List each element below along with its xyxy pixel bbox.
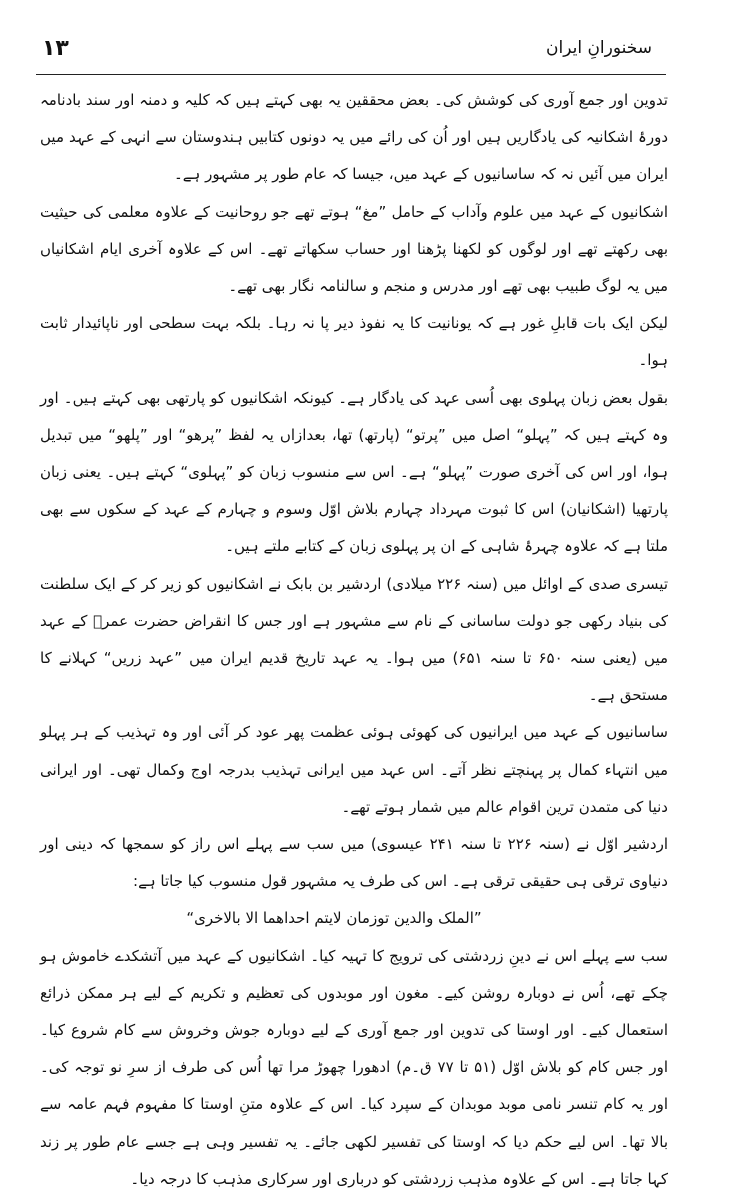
paragraph-3: لیکن ایک بات قابلِ غور ہے کہ یونانیت کا یہ نفوذ دیر پا نہ رہا۔ بلکہ بہت سطحی اور ناپائیدار ثابت ہوا۔	[40, 314, 668, 370]
paragraph-2: اشکانیوں کے عہد میں علوم وآداب کے حامل ”مغ“ ہوتے تھے جو روحانیت کے علاوہ معلمی کی حیثیت بھی رکھتے تھے اور لوگوں کو لکھنا پڑھنا اور حساب سکھاتے تھے۔ اس کے علاوہ آخری ایام اشکانیاں میں یہ لوگ طبیب بھی تھے اور مدرس و منجم و سالنامہ نگار بھی تھے۔	[40, 202, 668, 296]
page-body	[40, 82, 669, 1188]
arabic-quote: ”الملک والدین توزمان لایتم احداھما الا بالاخری“	[186, 909, 482, 928]
paragraph-6: ساسانیوں کے عہد میں ایرانیوں کی کھوئی ہوئی عظمت پھر عود کر آئی اور وہ تہذیب کے ہر پہلو میں انتہاء کمال پر پہنچتے نظر آتے۔ اس عہد میں ایرانی تہذیب بدرجہ اوج وکمال تھی۔ اور ایرانی دنیا کی متمدن ترین اقوام عالم میں شمار ہوتے تھے۔	[40, 723, 668, 816]
paragraph-7: اردشیر اوّل نے (سنہ ۲۲۶ تا سنہ ۲۴۱ عیسوی) میں سب سے پہلے اس راز کو سمجھا کہ دینی اور دنیاوی ترقی ہی حقیقی ترقی ہے۔ اس کی طرف یہ مشہور قول منسوب کیا جاتا ہے:	[40, 835, 669, 891]
paragraph-8: سب سے پہلے اس نے دینِ زردشتی کی ترویج کا تہیہ کیا۔ اشکانیوں کے عہد میں آتشکدے خاموش ہو چکے تھے، اُس نے دوبارہ روشن کیے۔ مغون اور موبدوں کی تعظیم و تکریم کے لیے ہر ممکن ذرائع استعمال کیے۔ اور اوستا کی تدوین اور جمع آوری کے لیے دوبارہ جوش وخروش سے کام شروع کیا۔ اور جس کام کو بلاش اوّل (۵۱ تا ۷۷ ق۔م) ادھورا چھوڑ مرا تھا اُس کی طرف از سرِ نو توجہ کی۔ اور یہ کام تنسر نامی موبد موبدان کے سپرد کیا۔ اس کے علاوہ متنِ اوستا کا مفہوم فہم عامہ سے بالا تھا۔ اس لیے حکم دیا کہ اوستا کی تفسیر لکھی جائے۔ یہ تفسیر وہی ہے جسے عام طور پر زند کہا جاتا ہے۔ اس کے علاوہ مذہب زردشتی کو درباری اور سرکاری مذہب کا درجہ دیا۔	[40, 946, 668, 1188]
page-number: ۱۳	[42, 36, 69, 61]
header-divider	[36, 74, 666, 75]
paragraph-1: تدوین اور جمع آوری کی کوشش کی۔ بعض محققین یہ بھی کہتے ہیں کہ کلیہ و دمنہ اور سند بادنامہ دورۂ اشکانیہ کی یادگاریں ہیں اور اُن کی رائے میں یہ دونوں کتابیں ہندوستان سے انہی کے عہد میں ایران میں آئیں نہ کہ ساسانیوں کے عہد میں، جیسا کہ عام طور پر مشہور ہے۔	[40, 91, 668, 184]
running-title: سخنورانِ ایران	[546, 38, 652, 58]
paragraph-5: تیسری صدی کے اوائل میں (سنہ ۲۲۶ میلادی) اردشیر بن بابک نے اشکانیوں کو زیر کر کے ایک سلطنت کی بنیاد رکھی جو دولت ساسانی کے نام سے مشہور ہے اور جس کا انقراض حضرت عمرؓ کے عہد میں (یعنی سنہ ۶۵۰ تا سنہ ۶۵۱) میں ہوا۔ یہ عہد تاریخ قدیم ایران میں ”عہد زریں“ کہلانے کا مستحق ہے۔	[40, 574, 669, 705]
paragraph-4: بقول بعض زبان پہلوی بھی اُسی عہد کی یادگار ہے۔ کیونکہ اشکانیوں کو پارتھی بھی کہتے ہیں۔ اور وہ کہتے ہیں کہ ”پہلو“ اصل میں ”پرتو“ (پارتھ) تھا، بعدازاں یہ لفظ ”پرھو“ اور ”پلھو“ میں تبدیل ہوا، اور اس کی آخری صورت ”پہلو“ ہے۔ اس سے منسوب زبان کو ”پہلوی“ کہتے ہیں۔ یعنی زبان پارتھیا (اشکانیان) اس کا ثبوت مہرداد چہارم بلاش اوّل وسوم و چہارم کے عہد کے سکوں سے بھی ملتا ہے کہ علاوہ چہرۂ شاہی کے ان پر پہلوی زبان کے کتابے ملتے ہیں۔	[40, 388, 668, 556]
